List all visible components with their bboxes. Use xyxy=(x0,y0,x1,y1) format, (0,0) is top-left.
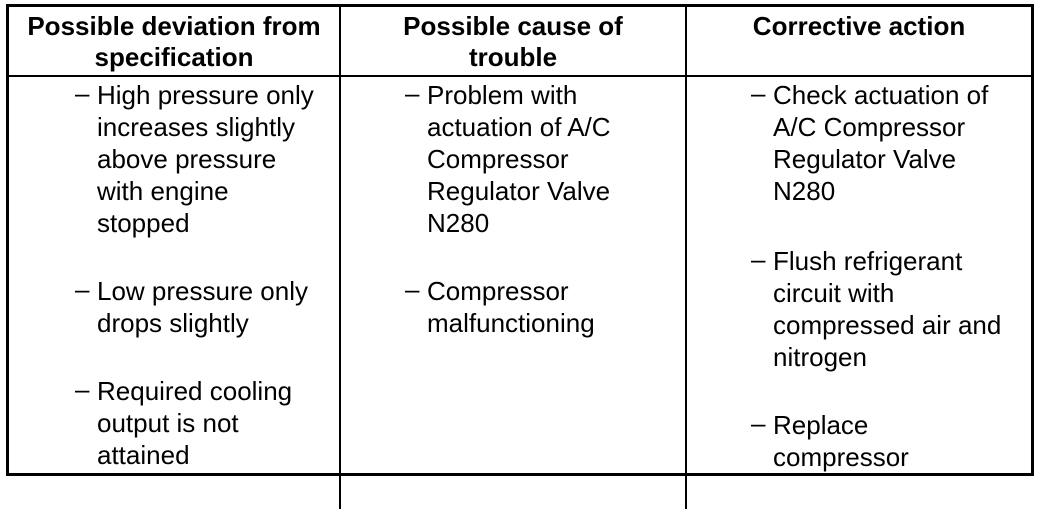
deviation-line: High pressure only xyxy=(97,80,314,110)
cause-line: Compressor xyxy=(427,276,569,306)
cause-line: Compressor xyxy=(427,144,569,174)
action-line: Regulator Valve xyxy=(773,144,957,174)
deviation-line: drops slightly xyxy=(97,308,249,338)
cause-column xyxy=(341,77,687,509)
header-deviation-line2: specification xyxy=(94,42,254,72)
action-line: N280 xyxy=(773,176,836,206)
header-deviation xyxy=(9,7,341,77)
deviation-line: output is not xyxy=(97,408,239,438)
cause-line: N280 xyxy=(427,208,490,238)
cause-line: Problem with xyxy=(427,80,578,110)
bullet-dash-icon: – xyxy=(75,374,90,404)
action-line: compressor xyxy=(773,442,909,472)
deviation-line: attained xyxy=(97,440,190,470)
header-cause-line2: trouble xyxy=(468,42,558,72)
deviation-column xyxy=(9,77,341,509)
cause-line: Regulator Valve xyxy=(427,176,611,206)
action-line: compressed air and xyxy=(773,310,1002,340)
deviation-line: Low pressure only xyxy=(97,276,308,306)
deviation-line: above pressure xyxy=(97,144,277,174)
deviation-item xyxy=(9,375,339,471)
cause-line: malfunctioning xyxy=(427,308,595,338)
deviation-line: stopped xyxy=(97,208,190,238)
action-line: A/C Compressor xyxy=(773,112,966,142)
bullet-dash-icon: – xyxy=(405,78,420,108)
deviation-line: increases slightly xyxy=(97,112,295,142)
troubleshooting-table xyxy=(6,4,1034,476)
header-cause xyxy=(341,7,687,77)
header-cause-line1: Possible cause of xyxy=(403,11,623,41)
action-line: Check actuation of xyxy=(773,80,989,110)
bullet-dash-icon: – xyxy=(751,78,766,108)
action-line: Replace xyxy=(773,410,869,440)
deviation-line: with engine xyxy=(97,176,229,206)
action-item xyxy=(687,245,1031,373)
bullet-dash-icon: – xyxy=(751,408,766,438)
action-line: Flush refrigerant xyxy=(773,246,963,276)
bullet-dash-icon: – xyxy=(405,274,420,304)
action-column xyxy=(687,77,1031,509)
header-action xyxy=(687,7,1031,77)
bullet-dash-icon: – xyxy=(75,274,90,304)
bullet-dash-icon: – xyxy=(75,78,90,108)
bullet-dash-icon: – xyxy=(751,244,766,274)
cause-item xyxy=(341,275,685,339)
action-line: nitrogen xyxy=(773,342,867,372)
action-line: circuit with xyxy=(773,278,895,308)
action-item xyxy=(687,409,1031,473)
header-action-line1: Corrective action xyxy=(752,11,966,41)
cause-item xyxy=(341,79,685,239)
deviation-item xyxy=(9,275,339,339)
action-item xyxy=(687,79,1031,207)
deviation-line: Required cooling xyxy=(97,376,293,406)
cause-line: actuation of A/C xyxy=(427,112,611,142)
table-grid xyxy=(9,7,1031,473)
header-deviation-line1: Possible deviation from xyxy=(27,11,321,41)
deviation-item xyxy=(9,79,339,239)
